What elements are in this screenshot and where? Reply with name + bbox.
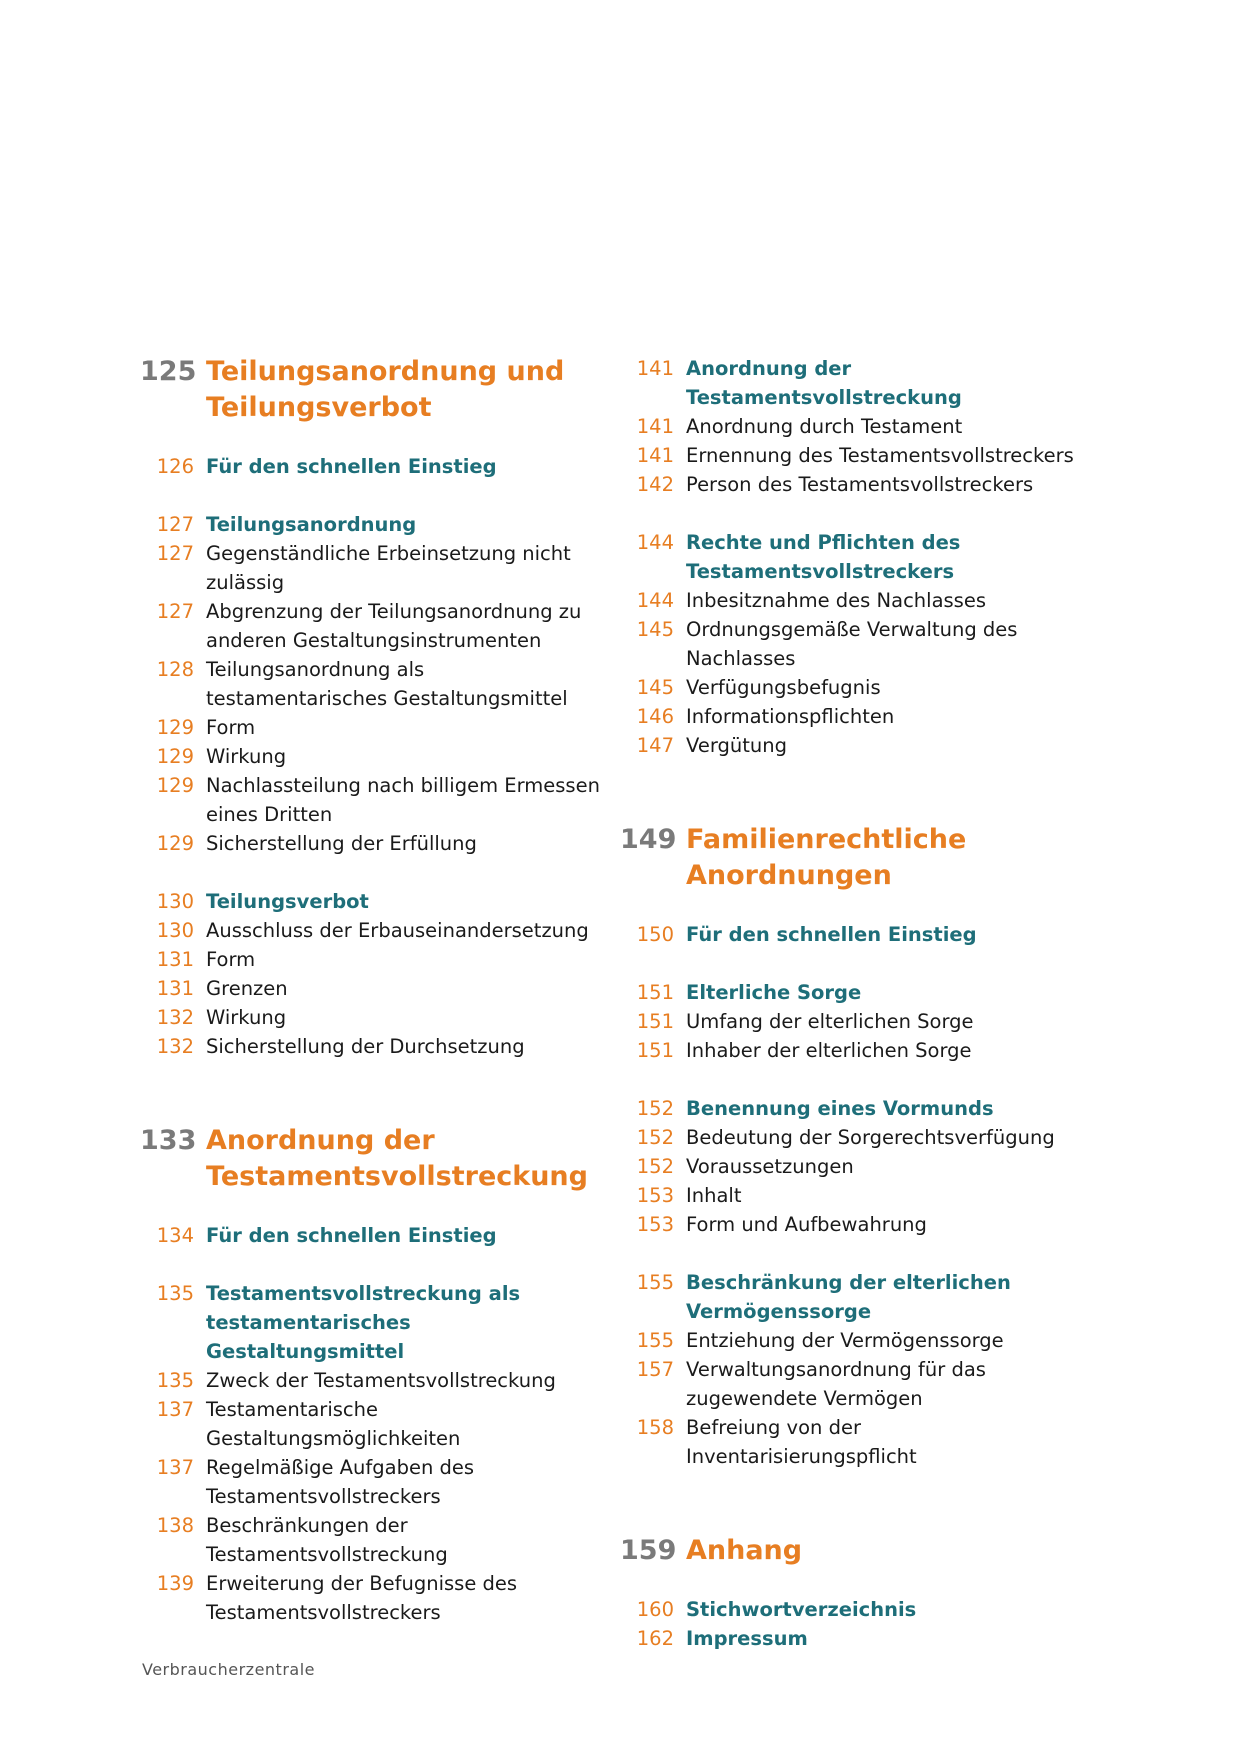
toc-item[interactable] xyxy=(140,1395,610,1453)
toc-title: Testamentsvollstreckung als testamentarisches Gestaltungsmittel xyxy=(206,1282,521,1363)
toc-page-number: 131 xyxy=(156,948,194,971)
toc-item[interactable] xyxy=(620,702,1090,731)
toc-page-number: 130 xyxy=(156,919,194,942)
toc-page-number: 133 xyxy=(140,1125,197,1156)
toc-title: Stichwortverzeichnis xyxy=(686,1598,917,1621)
toc-title: Inbesitznahme des Nachlasses xyxy=(686,589,986,612)
toc-page-number: 137 xyxy=(156,1456,194,1479)
toc-title: Informationspflichten xyxy=(686,705,895,728)
toc-item[interactable] xyxy=(140,1366,610,1395)
toc-page-number: 129 xyxy=(156,832,194,855)
toc-section[interactable] xyxy=(140,1221,610,1250)
toc-page-number: 131 xyxy=(156,977,194,1000)
toc-item[interactable] xyxy=(620,1413,1090,1471)
toc-title: Rechte und Pflichten des Testamentsvollstreckers xyxy=(686,531,961,583)
toc-title: Grenzen xyxy=(206,977,288,1000)
toc-page-number: 137 xyxy=(156,1398,194,1421)
toc-title: Benennung eines Vormunds xyxy=(686,1097,994,1120)
toc-title: Anordnung der Testamentsvollstreckung xyxy=(686,357,962,409)
toc-title: Teilungsverbot xyxy=(206,890,369,913)
toc-title: Befreiung von der Inventarisierungspflicht xyxy=(686,1416,917,1468)
toc-title: Anordnung durch Testament xyxy=(686,415,963,438)
toc-page-number: 158 xyxy=(636,1416,674,1439)
toc-page-number: 153 xyxy=(636,1184,674,1207)
toc-section[interactable] xyxy=(620,1624,1090,1653)
toc-title: Vergütung xyxy=(686,734,787,757)
toc-page-number: 130 xyxy=(156,890,194,913)
toc-title: Entziehung der Vermögenssorge xyxy=(686,1329,1004,1352)
toc-title: Wirkung xyxy=(206,745,287,768)
toc-chapter[interactable] xyxy=(620,1533,1090,1569)
toc-chapter[interactable] xyxy=(140,1123,610,1195)
toc-title: Wirkung xyxy=(206,1006,287,1029)
toc-title: Anordnung der Testamentsvollstreckung xyxy=(206,1125,588,1192)
toc-item[interactable] xyxy=(620,1152,1090,1181)
toc-page-number: 132 xyxy=(156,1035,194,1058)
toc-item[interactable] xyxy=(140,539,610,597)
toc-page-number: 155 xyxy=(636,1271,674,1294)
toc-page-number: 141 xyxy=(636,415,674,438)
toc-title: Für den schnellen Einstieg xyxy=(206,1224,497,1247)
toc-item[interactable] xyxy=(140,974,610,1003)
toc-title: Nachlassteilung nach billigem Ermessen eines Dritten xyxy=(206,774,600,826)
toc-page-number: 126 xyxy=(156,455,194,478)
toc-page-number: 150 xyxy=(636,923,674,946)
toc-section[interactable] xyxy=(620,1094,1090,1123)
toc-item[interactable] xyxy=(620,1210,1090,1239)
toc-item[interactable] xyxy=(140,771,610,829)
toc-section[interactable] xyxy=(620,920,1090,949)
toc-item[interactable] xyxy=(620,1355,1090,1413)
toc-page-number: 127 xyxy=(156,513,194,536)
toc-page-number: 129 xyxy=(156,745,194,768)
toc-title: Verwaltungsanordnung für das zugewendete Vermögen xyxy=(686,1358,986,1410)
toc-page-number: 125 xyxy=(140,356,197,387)
toc-page-number: 127 xyxy=(156,542,194,565)
toc-item[interactable] xyxy=(140,1003,610,1032)
toc-item[interactable] xyxy=(620,1007,1090,1036)
toc-page-number: 142 xyxy=(636,473,674,496)
toc-item[interactable] xyxy=(620,615,1090,673)
toc-item[interactable] xyxy=(140,1511,610,1569)
toc-section[interactable] xyxy=(620,978,1090,1007)
toc-page-number: 132 xyxy=(156,1006,194,1029)
toc-title: Teilungsanordnung und Teilungsverbot xyxy=(206,356,565,423)
toc-title: Gegenständliche Erbeinsetzung nicht zulässig xyxy=(206,542,571,594)
toc-section[interactable] xyxy=(140,510,610,539)
toc-page-number: 144 xyxy=(636,531,674,554)
toc-page-number: 138 xyxy=(156,1514,194,1537)
toc-title: Person des Testamentsvollstreckers xyxy=(686,473,1034,496)
toc-title: Impressum xyxy=(686,1627,808,1650)
toc-page-number: 145 xyxy=(636,618,674,641)
toc-item[interactable] xyxy=(620,731,1090,760)
toc-title: Für den schnellen Einstieg xyxy=(206,455,497,478)
toc-item[interactable] xyxy=(620,1123,1090,1152)
toc-page-number: 152 xyxy=(636,1126,674,1149)
toc-page-number: 151 xyxy=(636,1010,674,1033)
toc-chapter[interactable] xyxy=(620,822,1090,894)
toc-page-number: 135 xyxy=(156,1369,194,1392)
toc-item[interactable] xyxy=(620,673,1090,702)
toc-section[interactable] xyxy=(620,1268,1090,1326)
toc-item[interactable] xyxy=(140,597,610,655)
toc-page-number: 151 xyxy=(636,1039,674,1062)
toc-chapter[interactable] xyxy=(140,354,610,426)
toc-item[interactable] xyxy=(140,742,610,771)
toc-title: Bedeutung der Sorgerechtsverfügung xyxy=(686,1126,1055,1149)
toc-title: Inhaber der elterlichen Sorge xyxy=(686,1039,972,1062)
toc-section[interactable] xyxy=(140,887,610,916)
toc-item[interactable] xyxy=(140,1453,610,1511)
toc-page-number: 129 xyxy=(156,716,194,739)
toc-title: Teilungsanordnung xyxy=(206,513,417,536)
toc-page-number: 162 xyxy=(636,1627,674,1650)
toc-item[interactable] xyxy=(140,713,610,742)
toc-item[interactable] xyxy=(620,1036,1090,1065)
toc-left-column xyxy=(140,354,610,1627)
toc-page-number: 134 xyxy=(156,1224,194,1247)
toc-page-number: 155 xyxy=(636,1329,674,1352)
toc-page-number: 129 xyxy=(156,774,194,797)
toc-title: Beschränkungen der Testamentsvollstreckung xyxy=(206,1514,448,1566)
toc-page-number: 152 xyxy=(636,1155,674,1178)
toc-page-number: 146 xyxy=(636,705,674,728)
toc-title: Ordnungsgemäße Verwaltung des Nachlasses xyxy=(686,618,1018,670)
toc-section[interactable] xyxy=(140,1279,610,1366)
toc-page-number: 145 xyxy=(636,676,674,699)
toc-page-number: 157 xyxy=(636,1358,674,1381)
toc-page-number: 144 xyxy=(636,589,674,612)
toc-right-column xyxy=(620,354,1090,1653)
toc-page-number: 153 xyxy=(636,1213,674,1236)
toc-item[interactable] xyxy=(140,945,610,974)
toc-title: Teilungsanordnung als testamentarisches Gestaltungsmittel xyxy=(206,658,568,710)
toc-page-number: 159 xyxy=(620,1535,677,1566)
toc-page-number: 141 xyxy=(636,444,674,467)
toc-title: Voraussetzungen xyxy=(686,1155,854,1178)
toc-item[interactable] xyxy=(620,1326,1090,1355)
toc-title: Zweck der Testamentsvollstreckung xyxy=(206,1369,556,1392)
toc-title: Für den schnellen Einstieg xyxy=(686,923,977,946)
toc-item[interactable] xyxy=(140,916,610,945)
toc-title: Sicherstellung der Erfüllung xyxy=(206,832,477,855)
toc-section[interactable] xyxy=(620,528,1090,586)
toc-title: Abgrenzung der Teilungsanordnung zu anderen Gestaltungsinstrumenten xyxy=(206,600,582,652)
toc-item[interactable] xyxy=(620,586,1090,615)
toc-page-number: 147 xyxy=(636,734,674,757)
toc-title: Form und Aufbewahrung xyxy=(686,1213,927,1236)
toc-title: Ernennung des Testamentsvollstreckers xyxy=(686,444,1074,467)
toc-page-number: 128 xyxy=(156,658,194,681)
toc-item[interactable] xyxy=(140,1569,610,1627)
toc-item[interactable] xyxy=(620,470,1090,499)
toc-title: Regelmäßige Aufgaben des Testamentsvollstreckers xyxy=(206,1456,475,1508)
toc-title: Verfügungsbefugnis xyxy=(686,676,881,699)
toc-title: Inhalt xyxy=(686,1184,742,1207)
toc-page-number: 139 xyxy=(156,1572,194,1595)
toc-item[interactable] xyxy=(620,412,1090,441)
toc-page-number: 127 xyxy=(156,600,194,623)
toc-section[interactable] xyxy=(620,1595,1090,1624)
toc-section[interactable] xyxy=(140,452,610,481)
toc-page-number: 160 xyxy=(636,1598,674,1621)
toc-item[interactable] xyxy=(140,655,610,713)
toc-item[interactable] xyxy=(620,1181,1090,1210)
toc-title: Ausschluss der Erbauseinandersetzung xyxy=(206,919,589,942)
toc-section[interactable] xyxy=(620,354,1090,412)
toc-item[interactable] xyxy=(140,829,610,858)
toc-page-number: 135 xyxy=(156,1282,194,1305)
toc-page-number: 149 xyxy=(620,824,677,855)
toc-page-number: 151 xyxy=(636,981,674,1004)
toc-item[interactable] xyxy=(620,441,1090,470)
toc-title: Form xyxy=(206,716,256,739)
toc-title: Sicherstellung der Durchsetzung xyxy=(206,1035,525,1058)
toc-title: Anhang xyxy=(686,1535,803,1566)
toc-title: Umfang der elterlichen Sorge xyxy=(686,1010,974,1033)
toc-item[interactable] xyxy=(140,1032,610,1061)
footer-publisher: Verbraucherzentrale xyxy=(142,1660,315,1679)
toc-title: Familienrechtliche Anordnungen xyxy=(686,824,967,891)
toc-title: Elterliche Sorge xyxy=(686,981,862,1004)
toc-page-number: 152 xyxy=(636,1097,674,1120)
toc-title: Erweiterung der Befugnisse des Testamentsvollstreckers xyxy=(206,1572,518,1624)
toc-title: Beschränkung der elterlichen Vermögenssorge xyxy=(686,1271,1011,1323)
toc-title: Testamentarische Gestaltungsmöglichkeiten xyxy=(206,1398,461,1450)
toc-title: Form xyxy=(206,948,256,971)
toc-page-number: 141 xyxy=(636,357,674,380)
